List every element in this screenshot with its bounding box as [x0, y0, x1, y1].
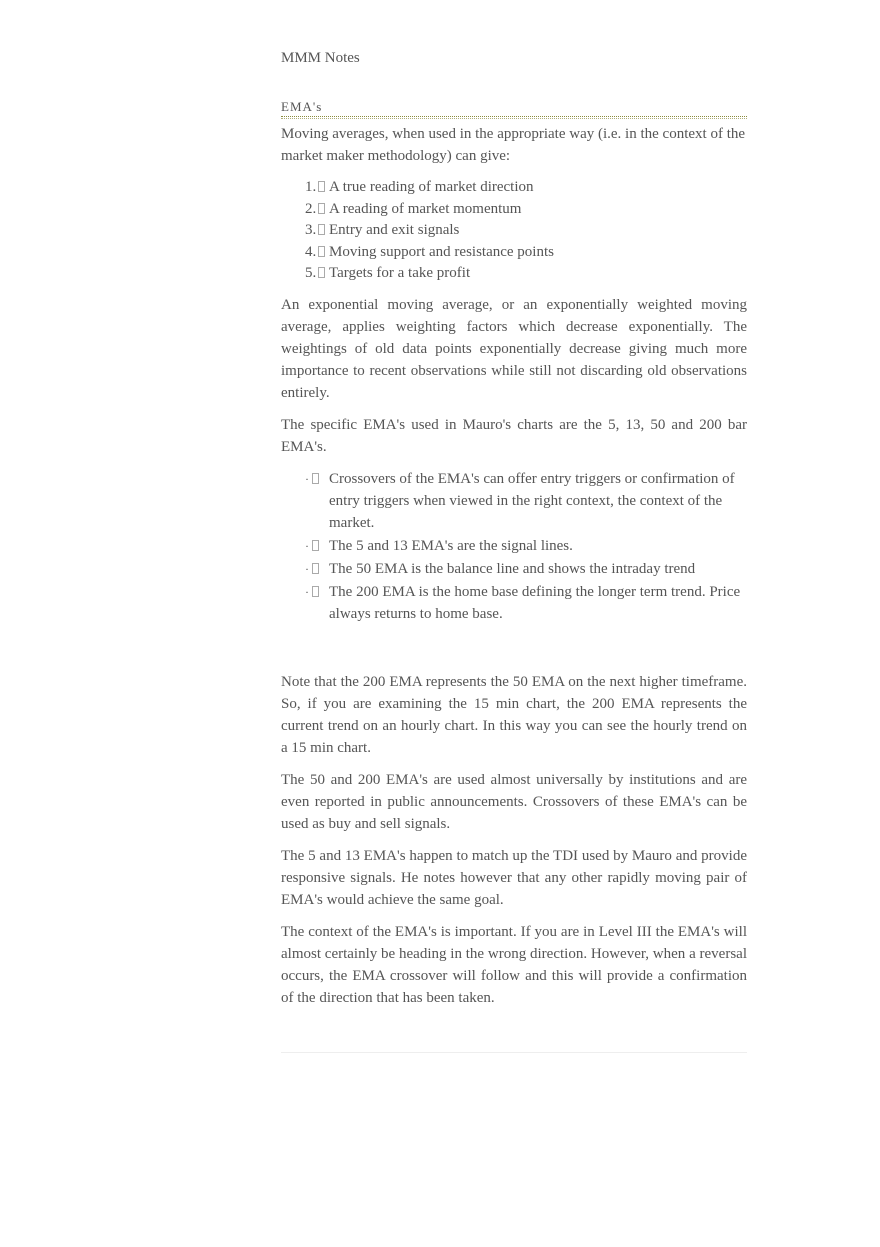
- list-number: 1.: [305, 179, 317, 195]
- section-heading: EMA's: [281, 99, 747, 117]
- bullet-dot: ·: [305, 561, 309, 576]
- missing-glyph-icon: [318, 181, 325, 192]
- missing-glyph-icon: [318, 224, 325, 235]
- intro-paragraph: Moving averages, when used in the appropriate way (i.e. in the context of the market maker methodology) can give:: [281, 126, 746, 164]
- document-header-title: MMM Notes: [281, 50, 360, 66]
- missing-glyph-icon: [312, 540, 319, 551]
- tdi-paragraph: The 5 and 13 EMA's happen to match up the TDI used by Mauro and provide responsive signals. He notes however that any other rapidly moving pair of EMA's would achieve the same goal.: [281, 847, 747, 908]
- timeframe-paragraph: Note that the 200 EMA represents the 50 EMA on the next higher timeframe. So, if you are examining the 15 min chart, the 200 EMA represents the current trend on an hourly chart. In this way you can see the hourly trend on a 15 min chart.: [281, 673, 747, 756]
- bullet-item: [305, 581, 747, 625]
- list-number: 2.: [305, 200, 317, 217]
- list-item-text: A reading of market momentum: [329, 200, 522, 217]
- bullet-item: [305, 535, 747, 557]
- missing-glyph-icon: [318, 267, 325, 278]
- list-item: [305, 242, 747, 264]
- list-item: [305, 199, 747, 221]
- numbered-list: [281, 177, 747, 285]
- bullet-item: [305, 468, 747, 534]
- bullet-item: [305, 558, 747, 580]
- list-item-text: Entry and exit signals: [329, 222, 460, 239]
- institutions-paragraph: The 50 and 200 EMA's are used almost universally by institutions and are even reported in public announcements. Crossovers of these EMA's can be used as buy and sell signals.: [281, 771, 747, 832]
- bullet-text: The 50 EMA is the balance line and shows the intraday trend: [329, 560, 696, 577]
- list-number: 3.: [305, 222, 317, 239]
- bullet-list: [281, 468, 747, 625]
- bullet-text: The 200 EMA is the home base defining the longer term trend. Price always returns to home base.: [329, 583, 741, 622]
- ema-periods-paragraph: The specific EMA's used in Mauro's charts are the 5, 13, 50 and 200 bar EMA's.: [281, 416, 747, 455]
- list-number: 4.: [305, 243, 317, 260]
- missing-glyph-icon: [318, 246, 325, 257]
- bullet-text: Crossovers of the EMA's can offer entry triggers or confirmation of entry triggers when viewed in the right context, the context of the market.: [329, 470, 735, 531]
- missing-glyph-icon: [312, 563, 319, 574]
- bullet-dot: ·: [305, 471, 309, 486]
- document-body: [281, 123, 747, 1019]
- context-paragraph: The context of the EMA's is important. If you are in Level III the EMA's will almost certainly be heading in the wrong direction. However, when a reversal occurs, the EMA crossover will follow and this will provide a confirmation of the direction that has been taken.: [281, 923, 747, 1006]
- list-item-text: Moving support and resistance points: [329, 243, 554, 260]
- list-item-text: A true reading of market direction: [329, 179, 534, 195]
- ema-definition-paragraph: An exponential moving average, or an exponentially weighted moving average, applies weighting factors which decrease exponentially. The weightings of old data points exponentially decrease giving much more importance to recent observations while still not discarding old observations entirely.: [281, 296, 747, 401]
- list-item-text: Targets for a take profit: [329, 265, 471, 282]
- bullet-dot: ·: [305, 584, 309, 599]
- missing-glyph-icon: [312, 473, 319, 484]
- missing-glyph-icon: [318, 203, 325, 214]
- list-item: [305, 177, 747, 199]
- list-item: [305, 220, 747, 242]
- bullet-text: The 5 and 13 EMA's are the signal lines.: [329, 537, 573, 554]
- list-number: 5.: [305, 265, 317, 282]
- list-item: [305, 263, 747, 285]
- footer-divider: [281, 1052, 747, 1053]
- bullet-dot: ·: [305, 538, 309, 553]
- missing-glyph-icon: [312, 586, 319, 597]
- spacer: [281, 626, 747, 671]
